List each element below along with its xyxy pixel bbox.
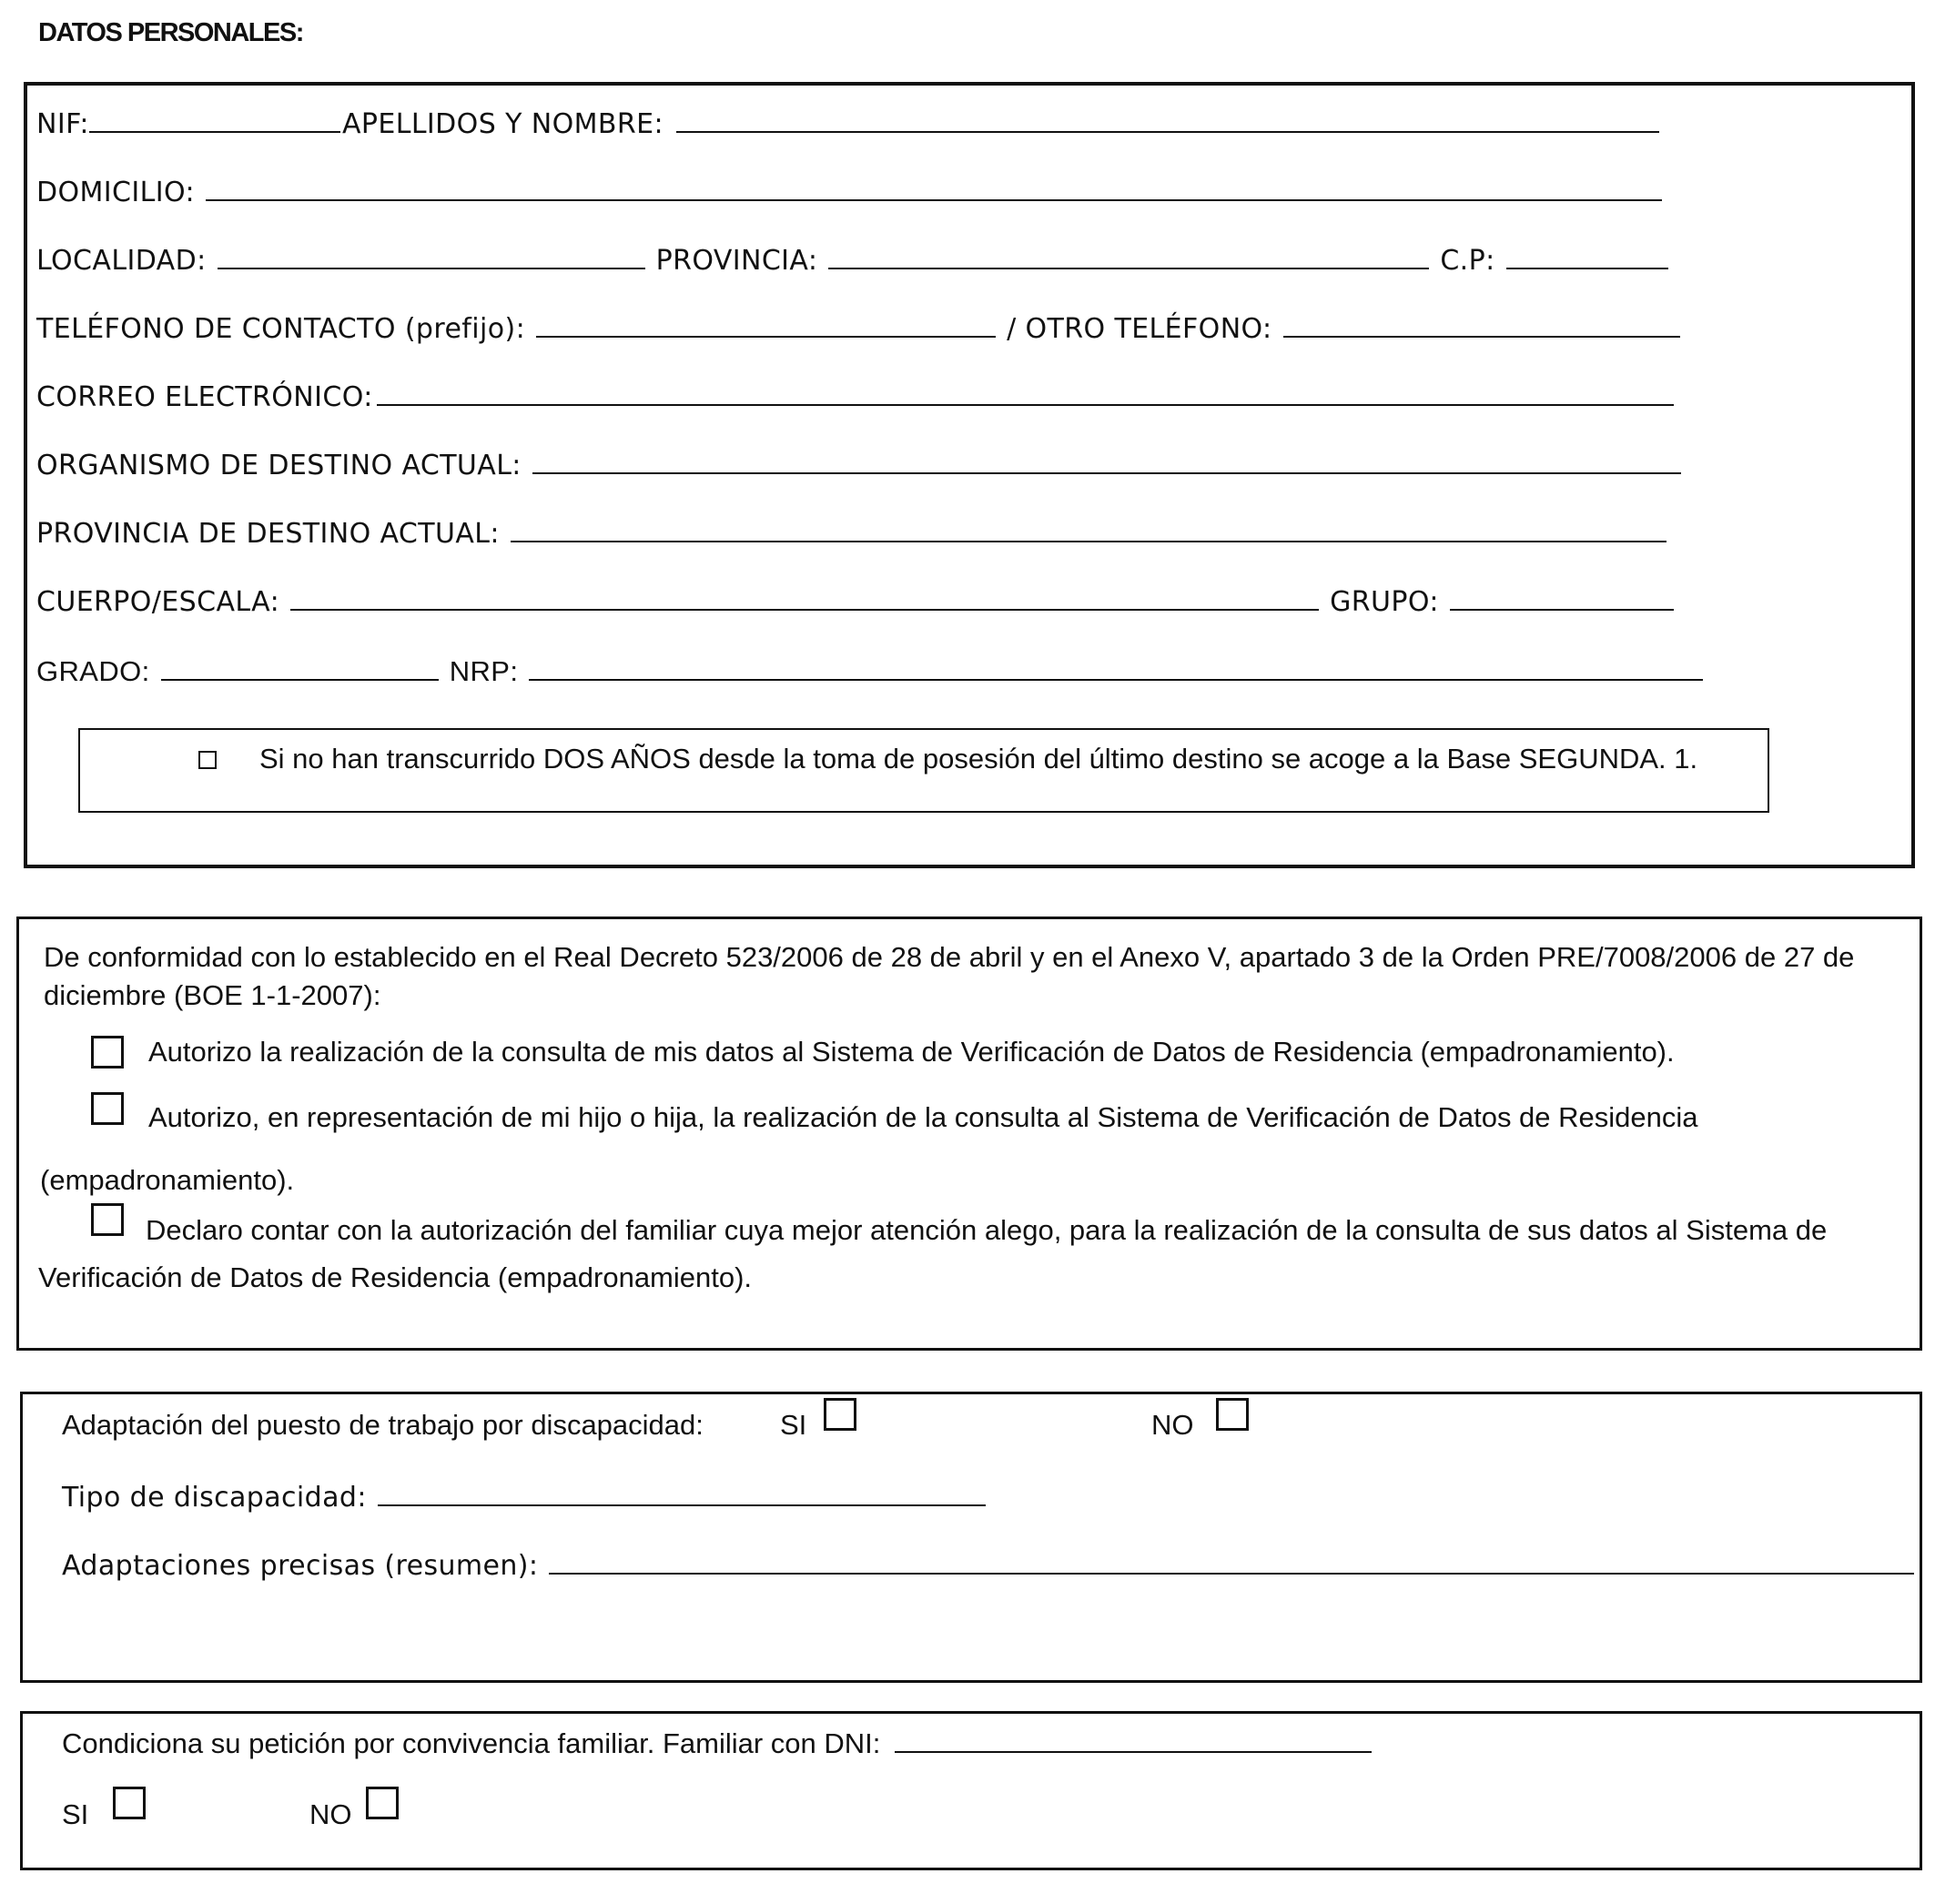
row-organismo	[36, 449, 1687, 481]
row-domicilio	[36, 176, 1667, 208]
provincia-field[interactable]	[828, 244, 1429, 269]
authorize-child-checkbox[interactable]	[91, 1092, 124, 1125]
row-localidad	[36, 244, 1674, 277]
row-cuerpo	[36, 585, 1679, 618]
otro-telefono-field[interactable]	[1283, 312, 1680, 338]
adaptation-label: Adaptación del puesto de trabajo por discapacidad:	[62, 1409, 704, 1441]
authorize-child-text-cont: (empadronamiento).	[40, 1164, 295, 1196]
declare-family-text-cont: Verificación de Datos de Residencia (empadronamiento).	[38, 1261, 753, 1293]
row-condiciona	[62, 1727, 1377, 1760]
cp-field[interactable]	[1506, 244, 1668, 269]
provincia-destino-field[interactable]	[511, 517, 1667, 542]
apellidos-field[interactable]	[676, 107, 1659, 133]
provincia-destino-label: PROVINCIA DE DESTINO ACTUAL:	[36, 518, 500, 550]
localidad-field[interactable]	[218, 244, 645, 269]
authorize-self-text: Autorizo la realización de la consulta de mis datos al Sistema de Verificación de Datos de Residencia (empadronamiento).	[148, 1036, 1675, 1068]
row-tipo-discapacidad	[62, 1481, 991, 1514]
section-title: DATOS PERSONALES:	[38, 18, 303, 47]
declare-family-checkbox[interactable]	[91, 1203, 124, 1236]
nrp-field[interactable]	[529, 655, 1703, 681]
adaptaciones-label: Adaptaciones precisas (resumen):	[62, 1550, 539, 1582]
domicilio-field[interactable]	[206, 176, 1662, 201]
domicilio-label: DOMICILIO:	[36, 177, 195, 208]
adaptaciones-field[interactable]	[549, 1549, 1914, 1575]
telefono-field[interactable]	[536, 312, 996, 338]
adaptation-si-checkbox[interactable]	[824, 1398, 856, 1431]
otro-telefono-label: / OTRO TELÉFONO:	[1007, 313, 1272, 345]
family-si-label: SI	[62, 1798, 89, 1830]
apellidos-label: APELLIDOS Y NOMBRE:	[341, 108, 664, 140]
cuerpo-field[interactable]	[290, 585, 1319, 611]
correo-label: CORREO ELECTRÓNICO:	[36, 381, 373, 413]
authorization-intro-line2: diciembre (BOE 1-1-2007):	[44, 979, 381, 1011]
condiciona-label: Condiciona su petición por convivencia familiar. Familiar con DNI:	[62, 1727, 881, 1759]
row-provincia-destino	[36, 517, 1672, 550]
grupo-label: GRUPO:	[1330, 586, 1439, 618]
row-correo	[36, 380, 1679, 413]
base-segunda-text: Si no han transcurrido DOS AÑOS desde la toma de posesión del último destino se acoge a la Base SEGUNDA. 1.	[259, 743, 1698, 775]
familiar-dni-field[interactable]	[895, 1727, 1372, 1753]
adaptation-si-label: SI	[780, 1409, 807, 1441]
family-no-checkbox[interactable]	[366, 1787, 399, 1819]
grado-label: GRADO:	[36, 655, 150, 687]
telefono-label: TELÉFONO DE CONTACTO (prefijo):	[36, 313, 526, 345]
row-nif-nombre	[36, 107, 1665, 140]
declare-family-text: Declaro contar con la autorización del familiar cuya mejor atención alego, para la realización de la consulta de sus datos al Sistema de	[146, 1214, 1828, 1246]
authorization-intro-line1: De conformidad con lo establecido en el Real Decreto 523/2006 de 28 de abril y en el Anexo V, apartado 3 de la Orden PRE/7008/2006 de 27 de	[44, 941, 1855, 973]
row-adaptaciones	[62, 1549, 1920, 1582]
cp-label: C.P:	[1440, 245, 1495, 277]
cuerpo-label: CUERPO/ESCALA:	[36, 586, 280, 618]
nrp-label: NRP:	[449, 655, 519, 687]
authorize-self-checkbox[interactable]	[91, 1036, 124, 1068]
organismo-field[interactable]	[532, 449, 1681, 474]
nif-field[interactable]	[89, 107, 340, 133]
family-no-label: NO	[309, 1798, 352, 1830]
nif-label: NIF:	[36, 108, 89, 140]
authorize-child-text: Autorizo, en representación de mi hijo o hija, la realización de la consulta al Sistema de Verificación de Datos de Residencia	[148, 1101, 1698, 1133]
tipo-discapacidad-field[interactable]	[378, 1481, 986, 1506]
correo-field[interactable]	[377, 380, 1674, 406]
grado-field[interactable]	[161, 655, 439, 681]
localidad-label: LOCALIDAD:	[36, 245, 207, 277]
adaptation-no-label: NO	[1151, 1409, 1194, 1441]
base-segunda-checkbox[interactable]	[198, 751, 217, 769]
organismo-label: ORGANISMO DE DESTINO ACTUAL:	[36, 450, 522, 481]
family-si-checkbox[interactable]	[113, 1787, 146, 1819]
row-telefono	[36, 312, 1686, 345]
tipo-discapacidad-label: Tipo de discapacidad:	[62, 1482, 367, 1514]
grupo-field[interactable]	[1450, 585, 1674, 611]
row-grado	[36, 655, 1708, 688]
provincia-label: PROVINCIA:	[655, 245, 818, 277]
adaptation-no-checkbox[interactable]	[1216, 1398, 1249, 1431]
